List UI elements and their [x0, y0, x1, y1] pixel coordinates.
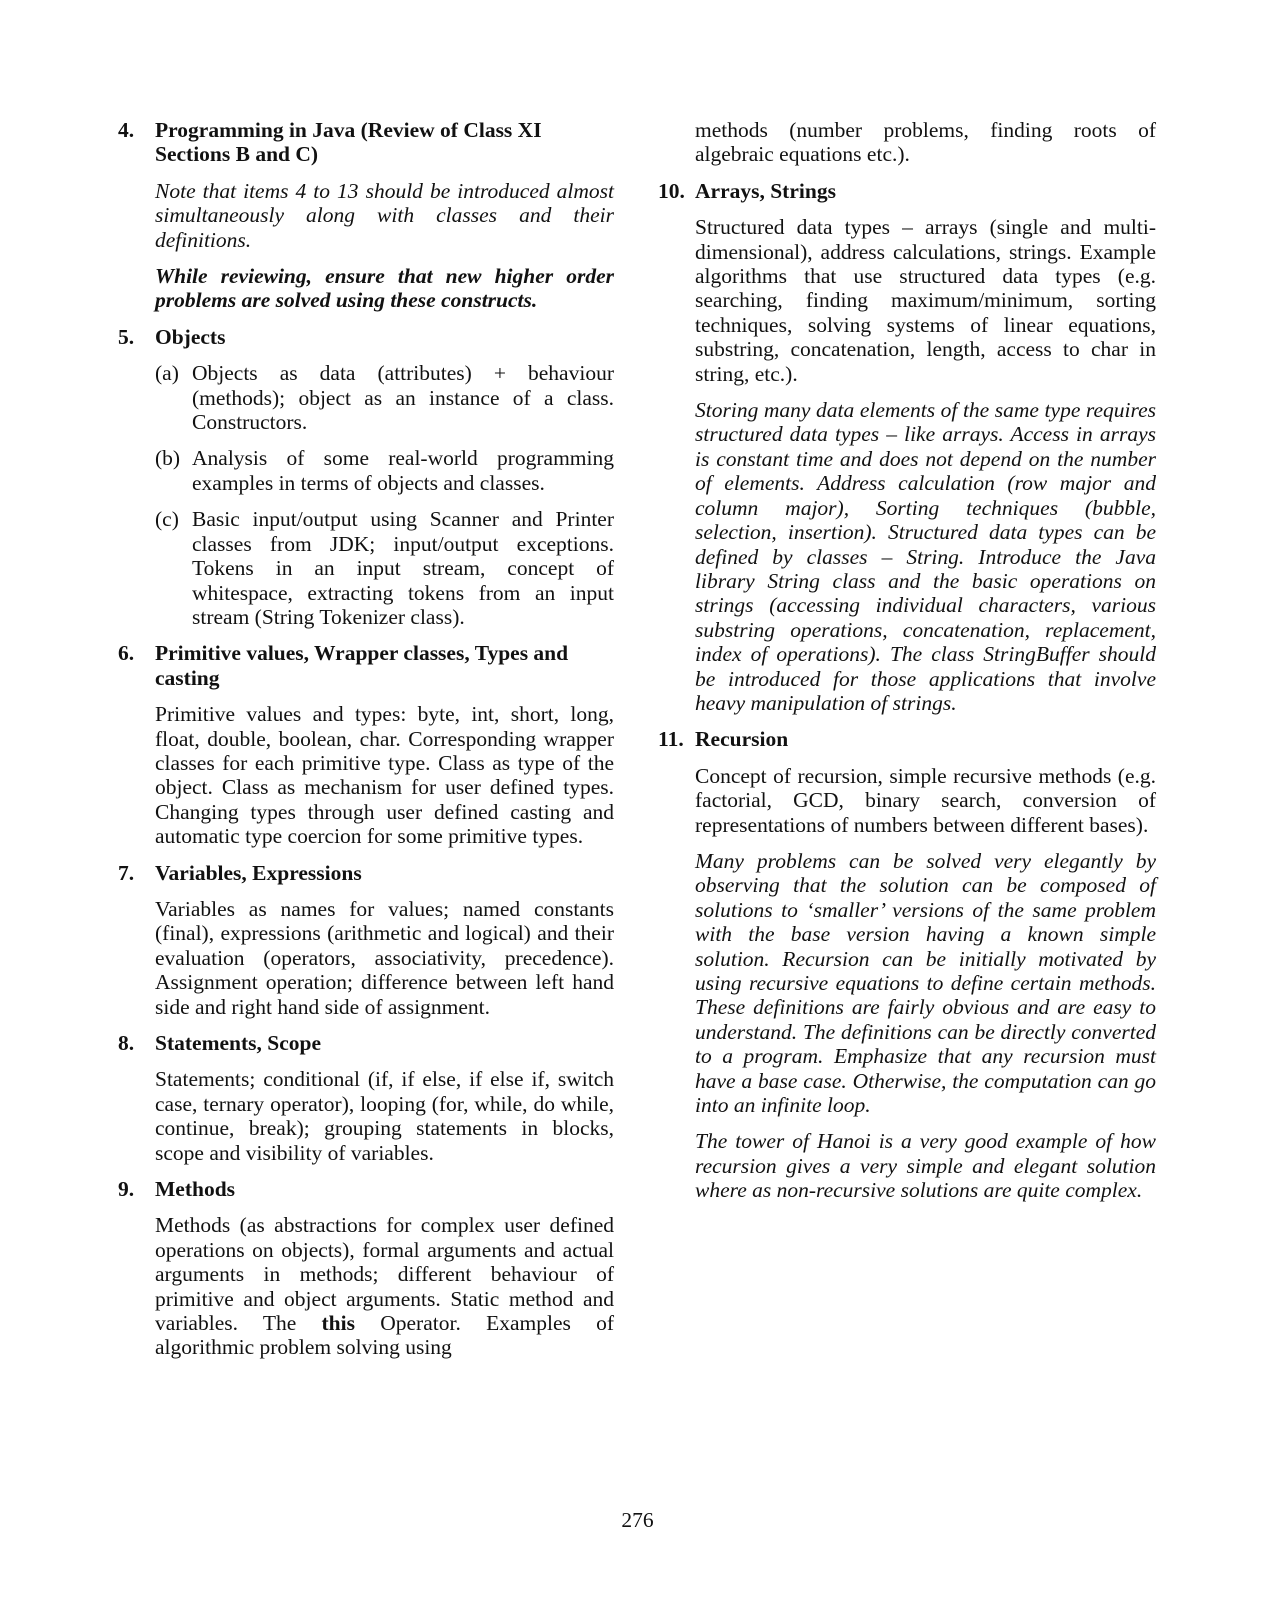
keyword-this: this: [321, 1311, 355, 1336]
list-item: [155, 446, 614, 495]
section-4-emphasis-note: While reviewing, ensure that new higher order problems are solved using these constructs.: [155, 264, 614, 313]
section-number: 11.: [658, 727, 684, 752]
section-title: Methods: [155, 1177, 236, 1202]
section-number: 9.: [118, 1177, 135, 1202]
section-number: 7.: [118, 860, 135, 885]
list-item-label: (b): [155, 446, 181, 471]
section-10-note: Storing many data elements of the same type requires structured data types – like arrays. Access in arrays is constant time and does not depend on the number of elements. Address calculation (row major and column major), Sorting techniques (bubble, selection, insertion). Structured data types can be defined by classes – String. Introduce the Java library String class and the basic operations on strings (accessing individual characters, various substring operations, concatenation, replacement, index of operations). The class StringBuffer should be introduced for those applications that involve heavy manipulation of strings.: [695, 398, 1156, 715]
section-title: Variables, Expressions: [155, 860, 362, 885]
list-item-text: Basic input/output using Scanner and Printer classes from JDK; input/output exceptions. Tokens in an input stream, concept of whitespace, extracting tokens from an input stream (String Tokenizer class).: [192, 507, 614, 629]
section-6-heading: [118, 641, 614, 690]
list-item-label: (c): [155, 507, 179, 532]
section-number: 6.: [118, 641, 135, 666]
section-9-body: [155, 1213, 614, 1359]
section-number: 5.: [118, 324, 135, 349]
section-7: [118, 861, 614, 1019]
section-11-body: Concept of recursion, simple recursive methods (e.g. factorial, GCD, binary search, conversion of representations of numbers between different bases).: [695, 763, 1156, 837]
section-6-body: Primitive values and types: byte, int, short, long, float, double, boolean, char. Corresponding wrapper classes for each primitive type. Class as type of the object. Class as mechanism for user defined types. Changing types through user defined casting and automatic type coercion for some primitive types.: [155, 702, 614, 849]
section-number: 8.: [118, 1031, 135, 1055]
section-9: [118, 1177, 614, 1360]
section-4-heading: [118, 118, 614, 167]
section-7-heading: [118, 861, 614, 885]
right-column: [658, 118, 1156, 1215]
list-item-text: Objects as data (attributes) + behaviour (methods); object as an instance of a class. Constructors.: [192, 361, 614, 435]
list-item: [155, 361, 614, 434]
section-6: [118, 641, 614, 848]
section-4-note: Note that items 4 to 13 should be introduced almost simultaneously along with classes and their definitions.: [155, 178, 614, 252]
section-5-heading: [118, 325, 614, 349]
section-11-note: Many problems can be solved very elegantly by observing that the solution can be composed of solutions to ‘smaller’ versions of the same problem with the base version having a known simple solution. Recursion can be initially motivated by using recursive equations to define certain methods. These definitions are fairly obvious and are easy to understand. The definitions can be directly converted to a program. Emphasize that any recursion must have a base case. Otherwise, the computation can go into an infinite loop.: [695, 848, 1156, 1118]
section-11-note: The tower of Hanoi is a very good example of how recursion gives a very simple and elegant solution where as non-recursive solutions are quite complex.: [695, 1129, 1156, 1203]
section-11-heading: [658, 727, 1156, 751]
section-10-heading: [658, 179, 1156, 203]
list-item-label: (a): [155, 361, 179, 386]
section-8-heading: [118, 1031, 614, 1055]
section-title: Statements, Scope: [155, 1031, 322, 1055]
section-9-heading: [118, 1177, 614, 1201]
body-text: Methods (as abstractions for complex user defined operations on objects), formal arguments and actual arguments in methods; different behaviour of primitive and object arguments. Static method and variables. The: [155, 1213, 614, 1336]
section-number: 4.: [118, 118, 135, 142]
body-text: Operator. Examples of algorithmic problem solving using: [155, 1311, 615, 1360]
section-10: [658, 179, 1156, 716]
section-8: [118, 1031, 614, 1165]
page-number: 276: [621, 1508, 654, 1532]
left-column: [118, 118, 614, 1372]
list-item-text: Analysis of some real-world programming examples in terms of objects and classes.: [192, 446, 614, 495]
section-4: [118, 118, 614, 313]
section-title: Objects: [155, 324, 226, 349]
section-title: Primitive values, Wrapper classes, Types and casting: [155, 641, 569, 690]
section-title: Arrays, Strings: [695, 178, 836, 203]
section-7-body: Variables as names for values; named constants (final), expressions (arithmetic and logical) and their evaluation (operators, associativity, precedence). Assignment operation; difference between left hand side and right hand side of assignment.: [155, 896, 614, 1019]
section-10-body: Structured data types – arrays (single and multi-dimensional), address calculations, strings. Example algorithms that use structured data types (e.g. searching, finding maximum/minimum, sorting techniques, solving systems of linear equations, substring, concatenation, length, access to char in string, etc.).: [695, 215, 1156, 386]
section-11: [658, 727, 1156, 1202]
section-9-continuation: methods (number problems, finding roots of algebraic equations etc.).: [695, 118, 1156, 167]
section-number: 10.: [658, 178, 685, 203]
section-8-body: Statements; conditional (if, if else, if else if, switch case, ternary operator), looping (for, while, do while, continue, break); grouping statements in blocks, scope and visibility of variables.: [155, 1067, 614, 1165]
section-title: Programming in Java (Review of Class XI Sections B and C): [155, 118, 542, 167]
list-item: [155, 507, 614, 629]
section-title: Recursion: [695, 727, 789, 752]
section-5: [118, 325, 614, 629]
